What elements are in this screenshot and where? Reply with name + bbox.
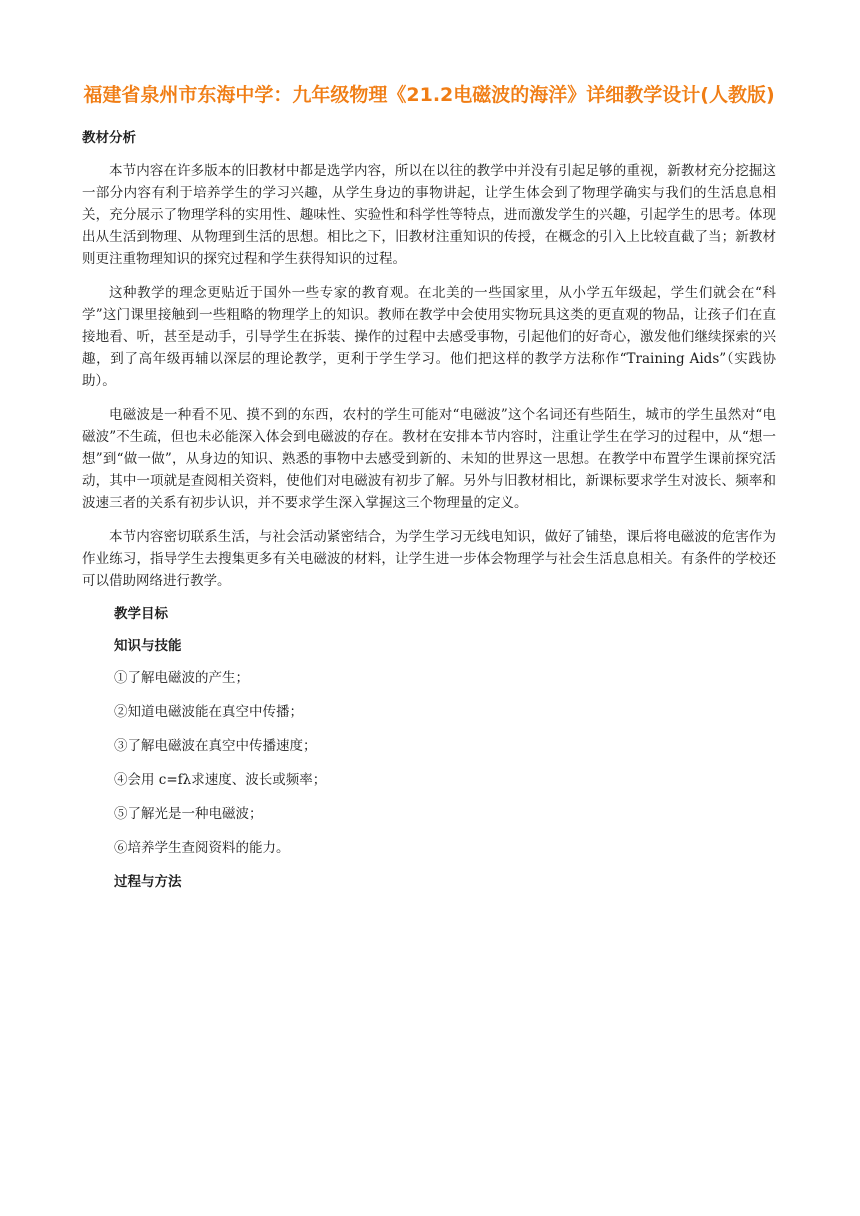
subheading-process-methods: 过程与方法 xyxy=(114,874,182,890)
goal-item-6: ⑥培养学生查阅资料的能力。 xyxy=(114,840,290,856)
analysis-paragraph-3: 电磁波是一种看不见、摸不到的东西，农村的学生可能对“电磁波”这个名词还有些陌生，城市的学生虽然对“电磁波”不生疏，但也未必能深入体会到电磁波的存在。教材在安排本节内容时，注重让学生在学习的过程中，从“想一想”到“做一做”，从身边的知识、熟悉的事物中去感受到新的、未知的世界这一思想。在教学中布置学生课前探究活动，其中一项就是查阅相关资料，使他们对电磁波有初步了解。另外与旧教材相比，新课标要求学生对波长、频率和波速三者的关系有初步认识，并不要求学生深入掌握这三个物理量的定义。 xyxy=(82,407,776,511)
analysis-paragraph-4: 本节内容密切联系生活，与社会活动紧密结合，为学生学习无线电知识，做好了铺垫，课后将电磁波的危害作为作业练习，指导学生去搜集更多有关电磁波的材料，让学生进一步体会物理学与社会生活息息相关。有条件的学校还可以借助网络进行教学。 xyxy=(82,529,776,589)
section-heading-goals: 教学目标 xyxy=(114,606,168,622)
analysis-paragraph-1: 本节内容在许多版本的旧教材中都是选学内容，所以在以往的教学中并没有引起足够的重视，新教材充分挖掘这一部分内容有利于培养学生的学习兴趣，从学生身边的事物讲起，让学生体会到了物理学确实与我们的生活息息相关，充分展示了物理学科的实用性、趣味性、实验性和科学性等特点，进而激发学生的兴趣，引起学生的思考。体现出从生活到物理、从物理到生活的思想。相比之下，旧教材注重知识的传授，在概念的引入上比较直截了当；新教材则更注重物理知识的探究过程和学生获得知识的过程。 xyxy=(82,163,776,267)
document-page xyxy=(82,74,776,904)
analysis-paragraph-2: 这种教学的理念更贴近于国外一些专家的教育观。在北美的一些国家里，从小学五年级起，学生们就会在“科学”这门课里接触到一些粗略的物理学上的知识。教师在教学中会使用实物玩具这类的更直观的物品，让孩子们在直接地看、听，甚至是动手，引导学生在拆装、操作的过程中去感受事物，引起他们的好奇心，激发他们继续探索的兴趣，到了高年级再辅以深层的理论教学，更利于学生学习。他们把这样的教学方法称作“Training Aids”（实践协助）。 xyxy=(82,285,776,389)
goal-item-4: ④会用 c=fλ求速度、波长或频率； xyxy=(114,772,327,788)
goal-item-2: ②知道电磁波能在真空中传播； xyxy=(114,704,303,720)
goal-item-5: ⑤了解光是一种电磁波； xyxy=(114,806,263,822)
subheading-knowledge-skills: 知识与技能 xyxy=(114,638,182,654)
section-heading-analysis: 教材分析 xyxy=(82,130,136,146)
goal-item-3: ③了解电磁波在真空中传播速度； xyxy=(114,738,317,754)
document-title: 福建省泉州市东海中学：九年级物理《21.2电磁波的海洋》详细教学设计(人教版) xyxy=(83,84,775,106)
goal-item-1: ①了解电磁波的产生； xyxy=(114,670,249,686)
